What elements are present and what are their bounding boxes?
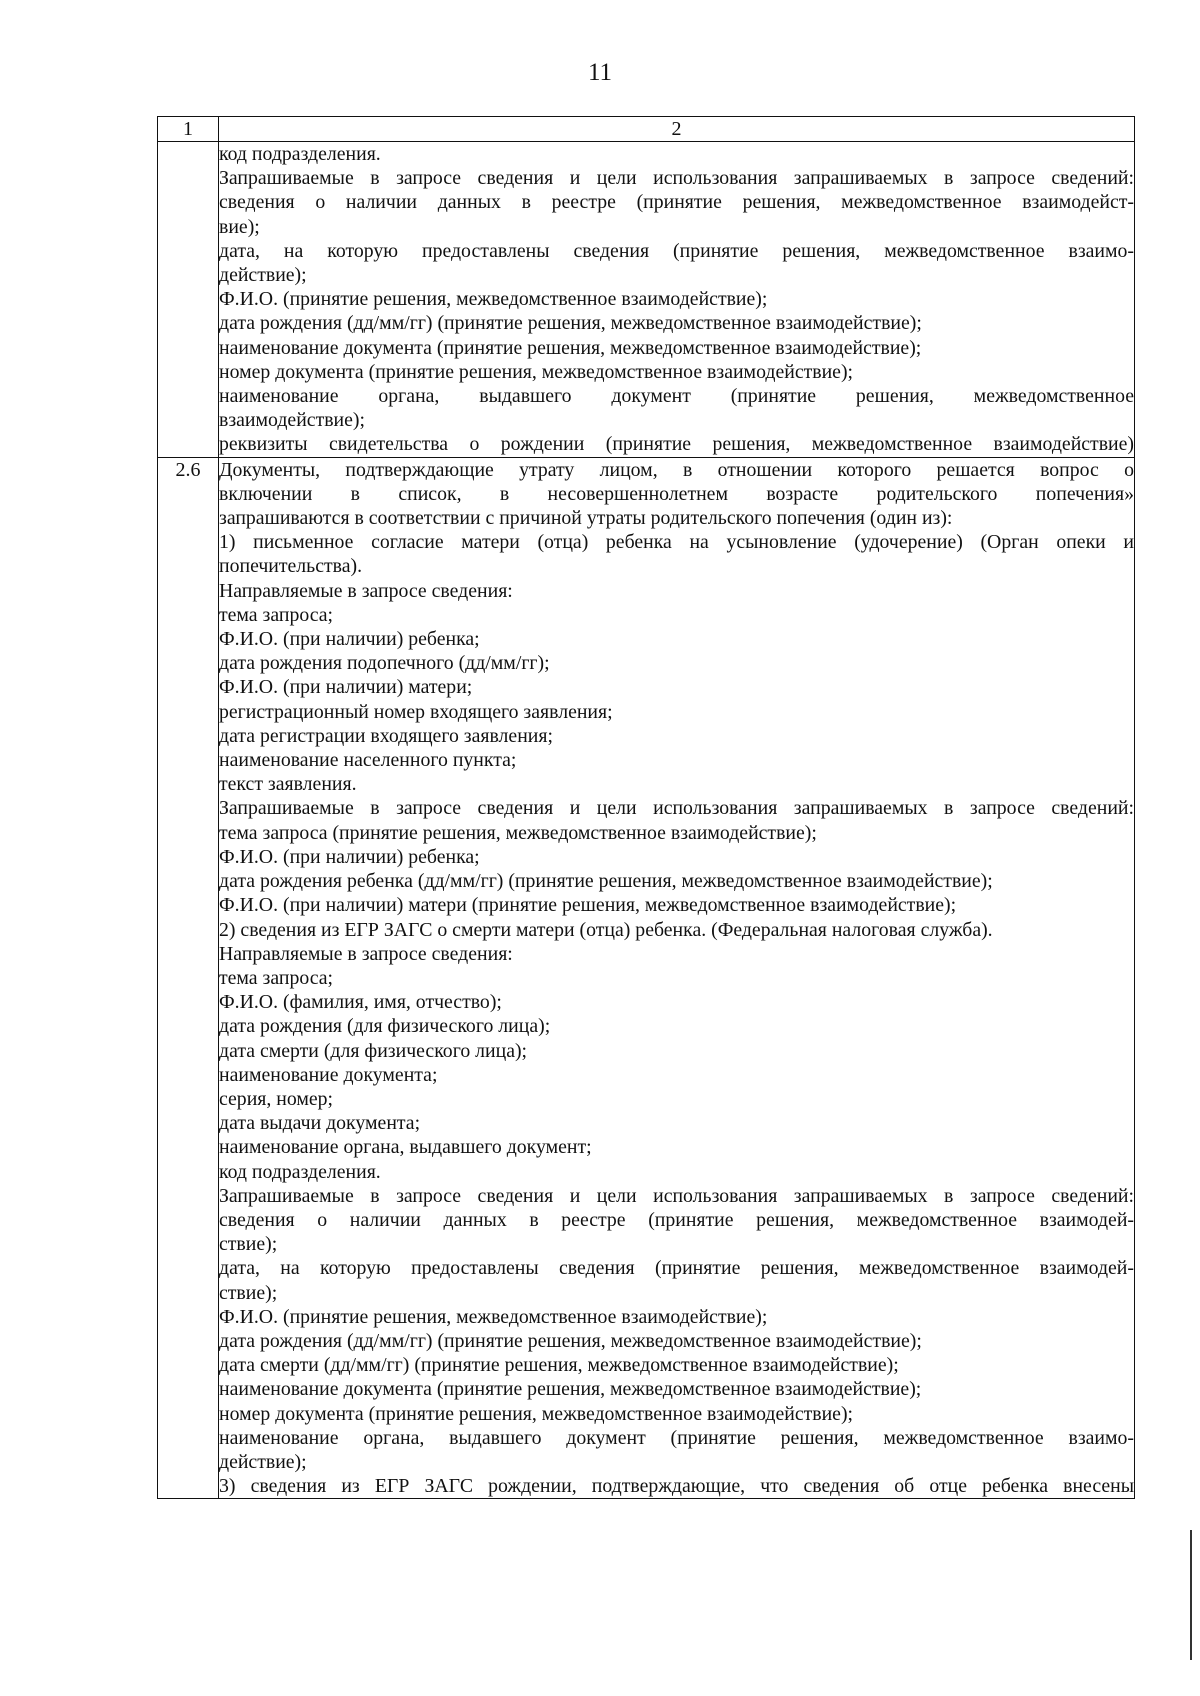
text-line: дата рождения (дд/мм/гг) (принятие решения, межведомственное взаимодействие); (219, 1329, 922, 1352)
text-line: сведения о наличии данных в реестре (принятие решения, межведомственное взаимодейст- (219, 191, 1134, 214)
page-number: 11 (587, 59, 613, 86)
text-line: дата рождения (для физического лица); (219, 1015, 551, 1038)
text-line: Ф.И.О. (при наличии) матери (принятие решения, межведомственное взаимодействие); (219, 894, 957, 917)
text-line: дата выдачи документа; (219, 1112, 421, 1135)
text-line: дата регистрации входящего заявления; (219, 724, 553, 747)
text-line: Ф.И.О. (при наличии) ребенка; (219, 628, 480, 651)
text-line: реквизиты свидетельства о рождении (принятие решения, межведомственное взаимодействие) (219, 433, 1134, 456)
text-line: сведения о наличии данных в реестре (принятие решения, межведомственное взаимодей- (219, 1208, 1134, 1231)
text-line: Ф.И.О. (принятие решения, межведомственное взаимодействие); (219, 1305, 768, 1328)
row-number: 2.6 (158, 457, 219, 1499)
text-line: Запрашиваемые в запросе сведения и цели использования запрашиваемых в запросе сведений: (219, 167, 1134, 190)
text-line: дата рождения (дд/мм/гг) (принятие решения, межведомственное взаимодействие); (219, 312, 922, 335)
text-line: ствие); (219, 1281, 278, 1304)
text-line: Документы, подтверждающие утрату лицом, в отношении которого решается вопрос о (219, 458, 1134, 481)
text-line: запрашиваются в соответствии с причиной утраты родительского попечения (один из): (219, 507, 953, 530)
text-line: включении в список, в несовершеннолетнем возрасте родительского попечения» (219, 482, 1134, 505)
text-line: тема запроса; (219, 603, 334, 626)
scan-edge-mark (1190, 1530, 1192, 1660)
text-line: Ф.И.О. (фамилия, имя, отчество); (219, 991, 502, 1014)
row-content (219, 457, 1135, 1499)
text-line: Ф.И.О. (принятие решения, межведомственное взаимодействие); (219, 288, 768, 311)
text-line: код подразделения. (219, 143, 381, 165)
text-line: дата смерти (для физического лица); (219, 1039, 528, 1062)
text-line: наименование населенного пункта; (219, 749, 517, 772)
table-row (158, 142, 1135, 458)
text-line: дата рождения подопечного (дд/мм/гг); (219, 652, 550, 675)
text-line: Направляемые в запросе сведения: (219, 579, 513, 602)
row-content (219, 142, 1135, 458)
text-line: действие); (219, 264, 307, 287)
text-line: наименование документа (принятие решения, межведомственное взаимодействие); (219, 336, 922, 359)
text-line: Ф.И.О. (при наличии) ребенка; (219, 845, 480, 868)
text-line: регистрационный номер входящего заявления; (219, 700, 613, 723)
text-line: ствие); (219, 1233, 278, 1256)
text-line: Запрашиваемые в запросе сведения и цели использования запрашиваемых в запросе сведений: (219, 1184, 1134, 1207)
column-2-header: 2 (219, 117, 1135, 142)
text-line: 1) письменное согласие матери (отца) ребенка на усыновление (удочерение) (Орган опеки и (219, 531, 1134, 554)
text-line: попечительства). (219, 555, 363, 578)
column-1-header: 1 (158, 117, 219, 142)
text-line: наименование органа, выдавшего документ (принятие решения, межведомственное (219, 385, 1134, 408)
text-line: наименование органа, выдавшего документ (принятие решения, межведомственное взаимо- (219, 1426, 1134, 1449)
table-header-row (158, 117, 1135, 142)
text-line: код подразделения. (219, 1160, 381, 1183)
text-line: текст заявления. (219, 773, 357, 796)
text-line: наименование документа (принятие решения, межведомственное взаимодействие); (219, 1378, 922, 1401)
text-line: взаимодействие); (219, 409, 366, 432)
text-line: номер документа (принятие решения, межведомственное взаимодействие); (219, 1402, 854, 1425)
text-line: наименование документа; (219, 1063, 438, 1086)
text-line: серия, номер; (219, 1087, 334, 1110)
text-line: дата, на которую предоставлены сведения (принятие решения, межведомственное взаимо- (219, 239, 1134, 262)
text-line: наименование органа, выдавшего документ; (219, 1136, 592, 1159)
text-line: Направляемые в запросе сведения: (219, 942, 513, 965)
text-line: действие); (219, 1450, 307, 1473)
text-line: номер документа (принятие решения, межведомственное взаимодействие); (219, 360, 854, 383)
text-line: 2) сведения из ЕГР ЗАГС о смерти матери (отца) ребенка. (Федеральная налоговая служба). (219, 918, 993, 941)
text-line: дата смерти (дд/мм/гг) (принятие решения, межведомственное взаимодействие); (219, 1354, 899, 1377)
text-line: дата, на которую предоставлены сведения (принятие решения, межведомственное взаимодей- (219, 1257, 1134, 1280)
table-row (158, 457, 1135, 1499)
text-line: Ф.И.О. (при наличии) матери; (219, 676, 473, 699)
text-line: тема запроса (принятие решения, межведомственное взаимодействие); (219, 821, 817, 844)
text-line: дата рождения ребенка (дд/мм/гг) (принятие решения, межведомственное взаимодействие); (219, 870, 993, 893)
text-line: тема запроса; (219, 966, 334, 989)
text-line: вие); (219, 215, 260, 238)
row-number (158, 142, 219, 458)
text-line: Запрашиваемые в запросе сведения и цели использования запрашиваемых в запросе сведений: (219, 797, 1134, 820)
text-line: 3) сведения из ЕГР ЗАГС рождении, подтверждающие, что сведения об отце ребенка внесены (219, 1475, 1134, 1498)
document-table (157, 116, 1135, 1499)
